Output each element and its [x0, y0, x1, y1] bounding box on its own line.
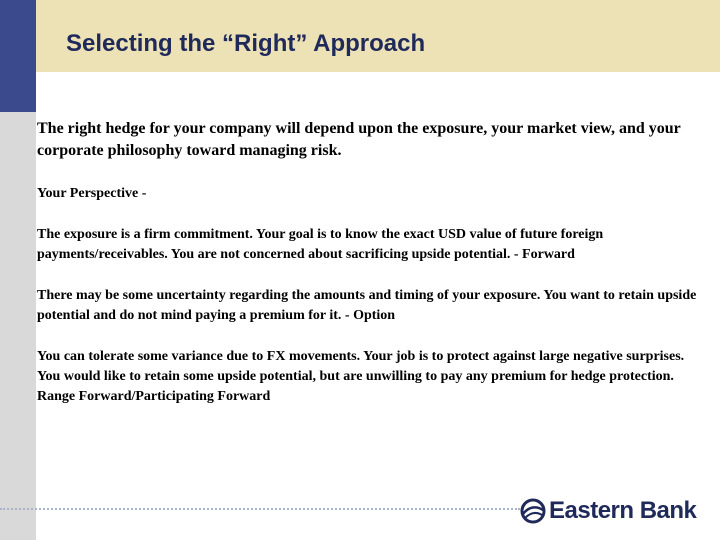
side-bar-accent	[0, 0, 36, 112]
footer-dotted-rule	[0, 508, 520, 510]
slide-title: Selecting the “Right” Approach	[66, 30, 426, 57]
scenario-option: There may be some uncertainty regarding the amounts and timing of your exposure. You want to retain upside potential and do not mind paying a premium for it. - Option	[37, 288, 697, 323]
eastern-bank-logo-text: Eastern Bank	[549, 497, 697, 524]
eastern-bank-logo	[520, 497, 696, 525]
slide-body	[37, 118, 707, 428]
eastern-bank-logo-icon	[520, 498, 546, 524]
perspective-label: Your Perspective -	[37, 186, 147, 201]
scenario-forward: The exposure is a firm commitment. Your goal is to know the exact USD value of future foreign payments/receivables. You are not concerned about sacrificing upside potential. - Forward	[37, 227, 604, 262]
scenario-range-forward: You can tolerate some variance due to FX movements. Your job is to protect against large negative surprises. You would like to retain some upside potential, but are unwilling to pay any premium for hedge protection. Range Forward/Participating Forward	[37, 349, 685, 404]
intro-paragraph: The right hedge for your company will depend upon the exposure, your market view, and your corporate philosophy toward managing risk.	[37, 120, 681, 159]
side-bar	[0, 112, 36, 540]
